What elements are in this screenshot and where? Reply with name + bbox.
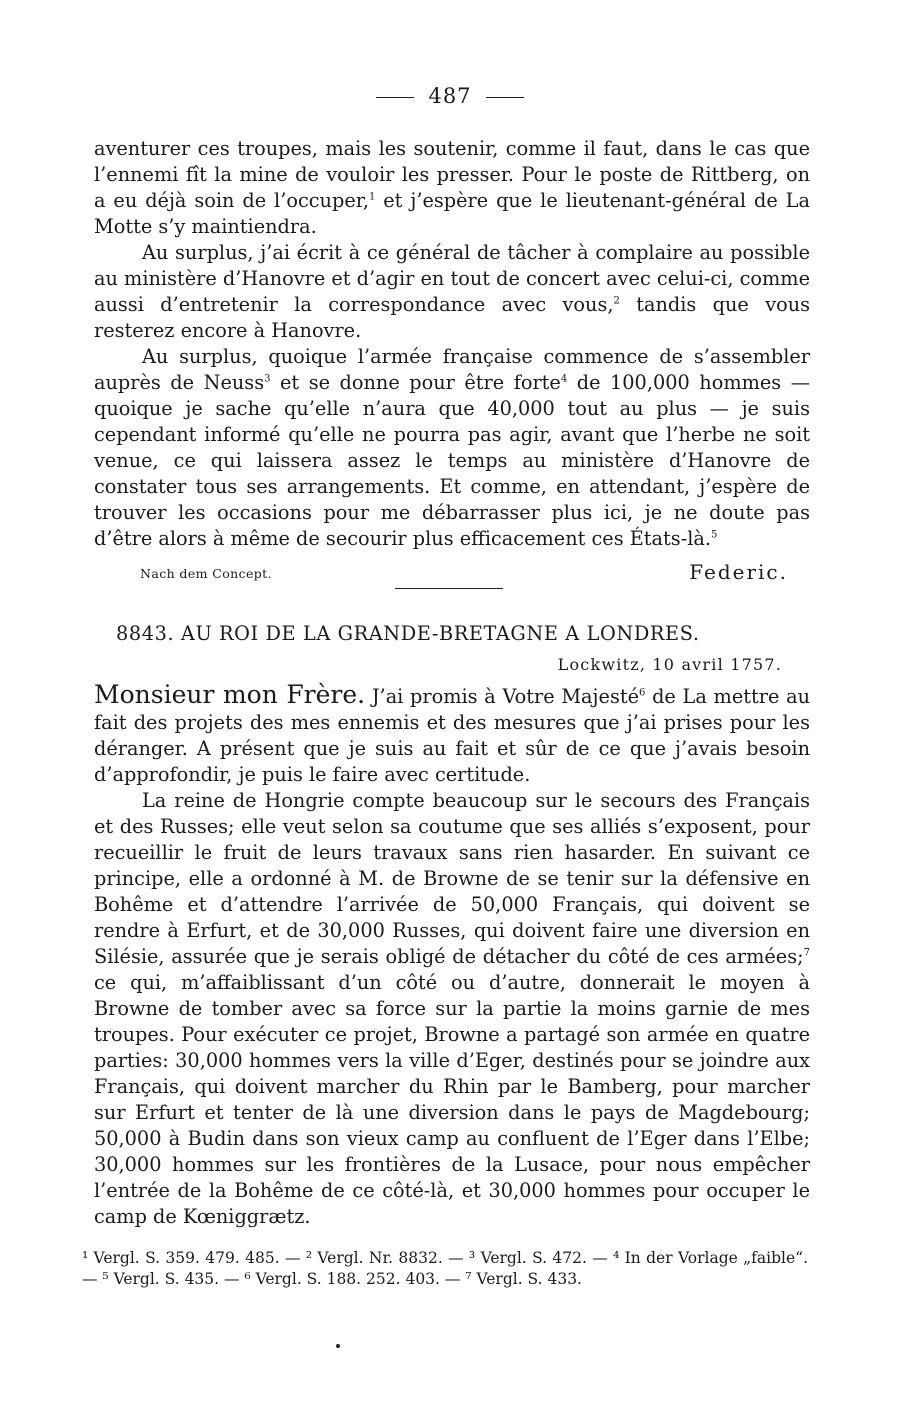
page-number: 487 xyxy=(428,84,472,108)
paragraph-1: aventurer ces troupes, mais les soutenir, comme il faut, dans le cas que l’ennemi fît la mine de vouloir les presser. Pour le poste de Rittberg, on a eu déjà soin de l’occuper,$^1$ et j’espère que le lieutenant-général de La Motte s’y maintiendra. xyxy=(94,137,810,238)
footnote-ref-2: 2 xyxy=(613,295,620,307)
source-note: Nach dem Concept. xyxy=(140,566,272,581)
dateline: Lockwitz, 10 avril 1757. xyxy=(557,655,782,674)
letter-paragraph-2: La reine de Hongrie compte beaucoup sur le secours des Français et des Russes; elle veut selon sa coutume que ses alliés s’exposent, pour recueillir le fruit de leurs travaux sans rien hasarder. En suivant ce principe, elle a ordonné à M. de Browne de se tenir sur la défensive en Bohême et d’attendre l’arrivée de 50,000 Français, qui doivent se rendre à Erfurt, et de 30,000 Russes, qui doivent faire une diversion en Silésie, assurée que je serais obligé de détacher du côté de ces armées;$^7$ ce qui, m’affaiblissant d’un côté ou d’autre, donnerait le moyen à Browne de tomber avec sa force sur la partie la moins garnie de mes troupes. Pour exécuter ce projet, Browne a partagé son armée en quatre parties: 30,000 hommes vers la ville d’Eger, destinés pour se joindre aux Français, qui doivent marcher du Rhin par le Bamberg, pour marcher sur Erfurt et tenter de là une diversion dans le pays de Magdebourg; 50,000 à Budin dans son vieux camp au confluent de l’Eger dans l’Elbe; 30,000 hommes sur les frontières de la Lusace, pour nous empêcher l’entrée de la Bohême de ce côté-là, et 30,000 hommes pour occuper le camp de Kœniggrætz. xyxy=(94,789,810,1228)
footnote-ref-7: 7 xyxy=(803,947,810,959)
salutation: Monsieur mon Frère. xyxy=(94,680,366,709)
footnote-ref-3: 3 xyxy=(264,373,271,385)
document-title: 8843. AU ROI DE LA GRANDE-BRETAGNE A LONDRES. xyxy=(116,622,700,645)
footnote-ref-1: 1 xyxy=(368,191,376,203)
letter-paragraph-1: Monsieur mon Frère. J’ai promis à Votre Majesté$^6$ de La mettre au fait des projets des mes ennemis et des mesures que j’ai prises pour les déranger. A présent que je suis au fait et sûr de ce que j’avais besoin d’approfondir, je puis le faire avec certitude. xyxy=(94,680,810,786)
header-dash-left xyxy=(376,97,414,98)
page-header xyxy=(0,84,900,108)
header-dash-right xyxy=(486,97,524,98)
footnotes: ¹ Vergl. S. 359. 479. 485. — ² Vergl. Nr. 8832. — ³ Vergl. S. 472. — ⁴ In der Vorlage „faible“. — ⁵ Vergl. S. 435. — ⁶ Vergl. S. 188. 252. 403. — ⁷ Vergl. S. 433. xyxy=(82,1249,808,1288)
paragraph-2: Au surplus, j’ai écrit à ce général de tâcher à complaire au possible au ministère d’Hanovre et d’agir en tout de concert avec celui-ci, comme aussi d’entretenir la correspondance avec vous,$^2$ tandis que vous resterez encore à Hanovre. xyxy=(94,241,811,342)
footnote-ref-5: 5 xyxy=(711,529,718,541)
letter-continuation xyxy=(94,136,810,552)
letter-body xyxy=(94,682,810,1230)
paragraph-3: Au surplus, quoique l’armée française commence de s’assembler auprès de Neuss$^3$ et se donne pour être forte$^4$ de 100,000 hommes — quoique je sache qu’elle n’aura que 40,000 tout au plus — je suis cependant informé qu’elle ne pourra pas agir, avant que l’herbe ne soit venue, ce qui laissera assez le temps au ministère d’Hanovre de constater tous ses arrangements. Et comme, en attendant, j’espère de trouver les occasions pour me débarrasser plus ici, je ne doute pas d’être alors à même de secourir plus efficacement ces États-là.$^5$ xyxy=(94,345,810,550)
section-divider xyxy=(395,588,503,589)
signature: Federic. xyxy=(689,560,788,584)
signature-row xyxy=(140,560,788,590)
footnote-ref-4: 4 xyxy=(560,373,568,385)
footnote-ref-6: 6 xyxy=(639,687,646,699)
ink-speck xyxy=(336,1344,340,1348)
